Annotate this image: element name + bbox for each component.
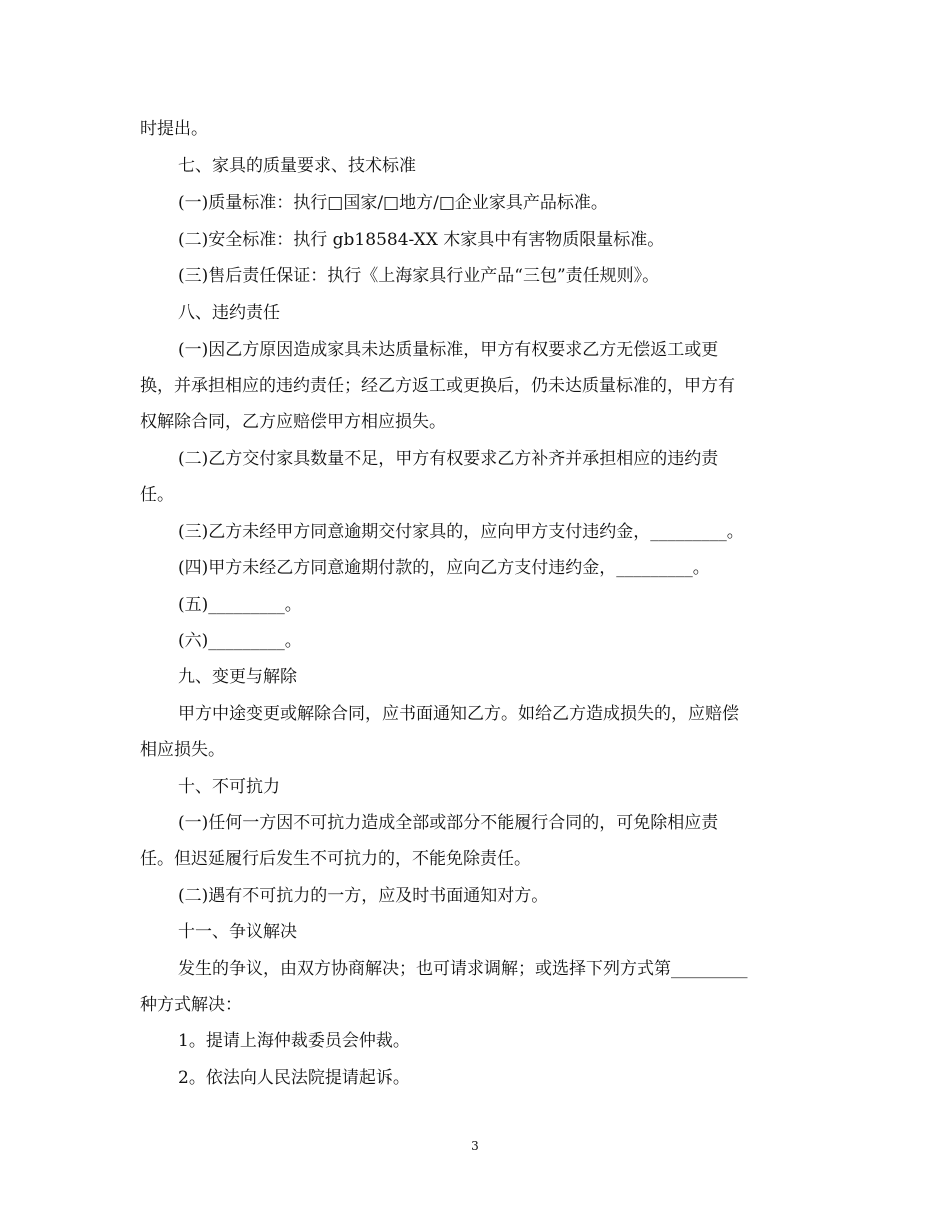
text-line: 种方式解决：: [140, 995, 242, 1015]
text-line: (三)乙方未经甲方同意逾期交付家具的，应向甲方支付违约金，_________。: [178, 522, 744, 542]
text-line: (三)售后责任保证：执行《上海家具行业产品“三包”责任规则》。: [178, 266, 660, 286]
text-line: 换，并承担相应的违约责任；经乙方返工或更换后，仍未达质量标准的，甲方有: [140, 376, 735, 396]
section-heading: 十一、争议解决: [178, 922, 297, 942]
text-line: (四)甲方未经乙方同意逾期付款的，应向乙方支付违约金，_________。: [178, 558, 710, 578]
text-line: (五)_________。: [178, 595, 302, 615]
text-line: 1。提请上海仲裁委员会仲裁。: [178, 1031, 410, 1051]
section-heading: 九、变更与解除: [178, 667, 297, 687]
text-line: 2。依法向人民法院提请起诉。: [178, 1068, 410, 1088]
section-heading: 八、违约责任: [178, 303, 280, 323]
text-line: 任。: [140, 485, 174, 505]
text-line: 时提出。: [140, 119, 208, 139]
text-line: (二)乙方交付家具数量不足，甲方有权要求乙方补齐并承担相应的违约责: [178, 449, 719, 469]
text-line: 权解除合同，乙方应赔偿甲方相应损失。: [140, 412, 446, 432]
text-line: (一)任何一方因不可抗力造成全部或部分不能履行合同的，可免除相应责: [178, 813, 719, 833]
text-line: 任。但迟延履行后发生不可抗力的，不能免除责任。: [140, 849, 531, 869]
text-line: 甲方中途变更或解除合同，应书面通知乙方。如给乙方造成损失的，应赔偿: [178, 704, 739, 724]
section-heading: 十、不可抗力: [178, 777, 280, 797]
section-heading: 七、家具的质量要求、技术标准: [178, 156, 416, 176]
text-line: 相应损失。: [140, 740, 225, 760]
text-line: (一)质量标准：执行□国家/□地方/□企业家具产品标准。: [178, 193, 608, 213]
text-line: (一)因乙方原因造成家具未达质量标准，甲方有权要求乙方无偿返工或更: [178, 340, 719, 360]
text-line: (二)遇有不可抗力的一方，应及时书面通知对方。: [178, 886, 549, 906]
text-line: (二)安全标准：执行 gb18584-XX 木家具中有害物质限量标准。: [178, 230, 665, 250]
text-line: (六)_________。: [178, 631, 302, 651]
page-number: 3: [471, 1139, 479, 1153]
text-line: 发生的争议，由双方协商解决；也可请求调解；或选择下列方式第_________: [178, 959, 748, 979]
